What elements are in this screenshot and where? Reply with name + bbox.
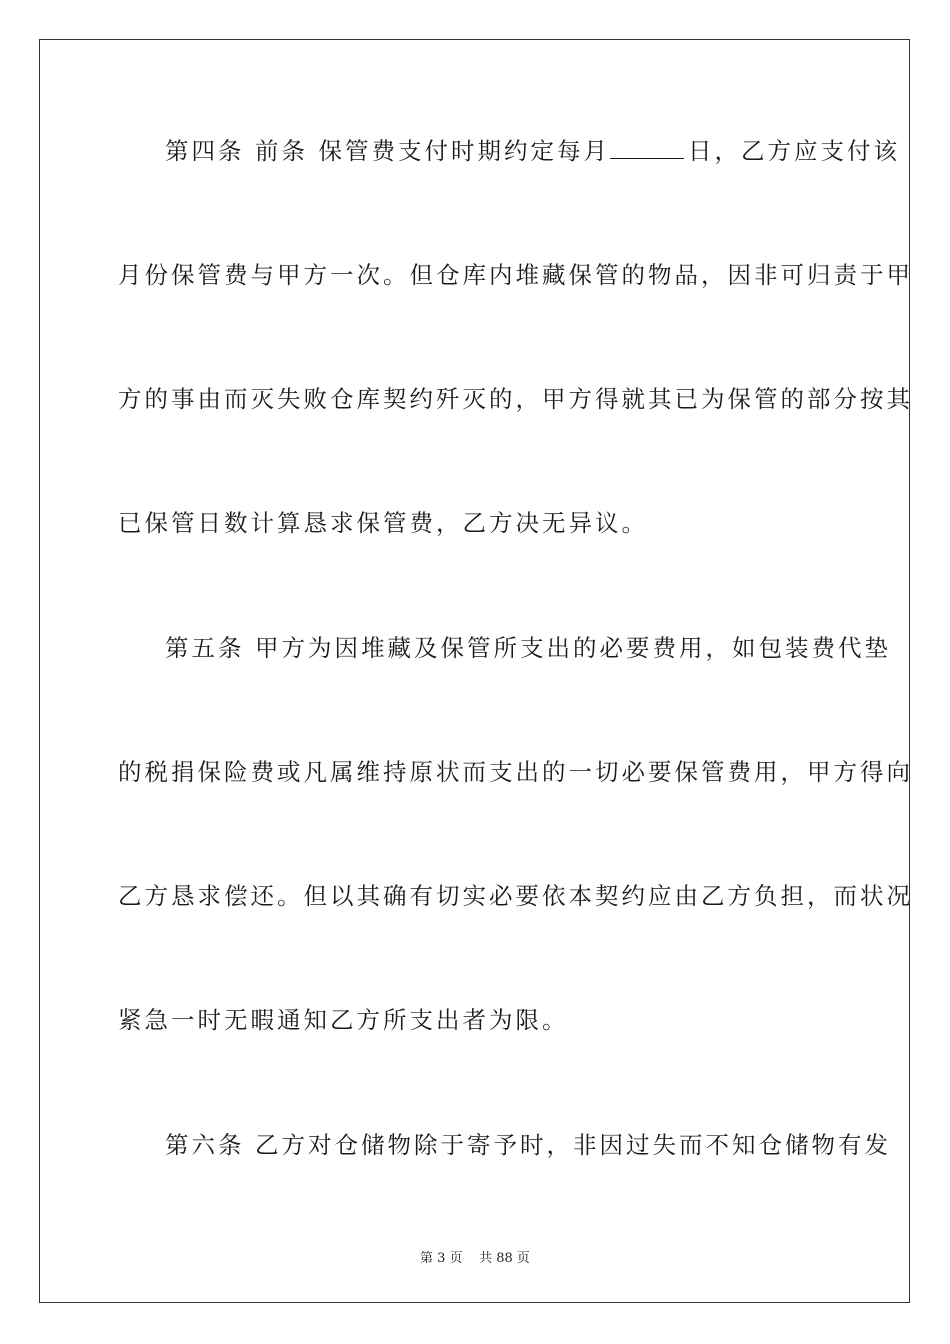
article-5-line-1: 第五条 甲方为因堆藏及保管所支出的必要费用，如包装费代垫 — [165, 634, 891, 662]
article-4-line-2: 月份保管费与甲方一次。但仓库内堆藏保管的物品，因非可归责于甲 — [118, 261, 913, 289]
article-5-line-4: 紧急一时无暇通知乙方所支出者为限。 — [118, 1006, 569, 1034]
article-4-line-1 — [165, 136, 900, 166]
page-frame — [39, 39, 913, 1303]
article-4-line-3: 方的事由而灭失败仓库契约歼灭的，甲方得就其已为保管的部分按其 — [118, 385, 913, 413]
article-5-line-2: 的税捐保险费或凡属维持原状而支出的一切必要保管费用，甲方得向 — [118, 758, 913, 786]
article-4-text-before-blank: 第四条 前条 保管费支付时期约定每月 — [165, 137, 610, 165]
page-number: 第 3 页 — [420, 1251, 463, 1266]
article-5-line-3: 乙方恳求偿还。但以其确有切实必要依本契约应由乙方负担，而状况 — [118, 882, 913, 910]
article-4-text-after-blank: 日，乙方应支付该 — [687, 137, 900, 165]
page-total: 共 88 页 — [479, 1251, 530, 1266]
article-6-line-1: 第六条 乙方对仓储物除于寄予时，非因过失而不知仓储物有发 — [165, 1131, 891, 1159]
date-blank-field — [610, 136, 684, 159]
article-4-line-4: 已保管日数计算恳求保管费，乙方决无异议。 — [118, 509, 648, 537]
page-footer — [0, 1247, 950, 1266]
